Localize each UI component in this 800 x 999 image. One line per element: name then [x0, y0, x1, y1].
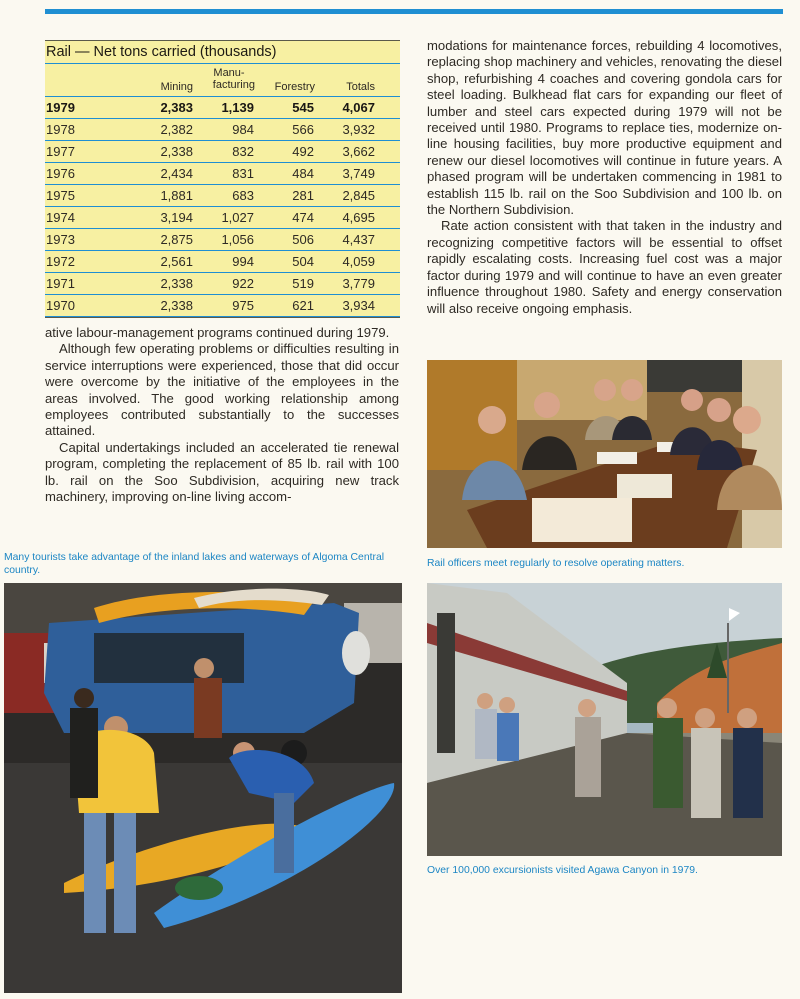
cell-year: 1976	[46, 166, 75, 181]
cell-mining: 2,338	[160, 144, 193, 159]
paragraph: modations for maintenance forces, rebuilding 4 locomotives, replacing shop machinery and vehicles, renovating the diesel shop, refurbishing 4 coaches and covering gondola cars for steel loading. Bulkhead flat cars for expanding our fleet of lumber and steel cars expected during 1979 will not be received until 1980. Programs to replace ties, modernize on-line housing facilities, buy more productive equipment and renew our diesel locomotives will continue in future years. A phased program will be undertaken commencing in 1981 to establish 115 lb. rail on the Soo Subdivision and 100 lb. on the Northern Subdivision.	[427, 38, 782, 218]
cell-forestry: 474	[292, 210, 314, 225]
paragraph: ative labour-management programs continued during 1979.	[45, 325, 390, 340]
header-mining: Mining	[160, 81, 193, 93]
top-rule	[45, 9, 783, 14]
cell-forestry: 492	[292, 144, 314, 159]
cell-forestry: 545	[292, 100, 314, 115]
excursionists-caption: Over 100,000 excursionists visited Agawa Canyon in 1979.	[427, 865, 698, 876]
left-column-text	[45, 325, 399, 505]
cell-totals: 3,749	[342, 166, 375, 181]
cell-forestry: 566	[292, 122, 314, 137]
tourists-caption: Many tourists take advantage of the inland lakes and waterways of Algoma Central country.	[4, 552, 385, 576]
header-forestry: Forestry	[274, 81, 315, 93]
right-column-text	[427, 38, 782, 317]
cell-manufacturing: 984	[232, 122, 254, 137]
cell-manufacturing: 975	[232, 298, 254, 313]
cell-mining: 2,338	[160, 276, 193, 291]
cell-year: 1977	[46, 144, 75, 159]
cell-totals: 4,059	[342, 254, 375, 269]
cell-year: 1974	[46, 210, 75, 225]
table-row	[45, 97, 400, 119]
cell-manufacturing: 1,139	[221, 100, 254, 115]
train-illustration	[427, 583, 782, 856]
cell-year: 1971	[46, 276, 75, 291]
agawa-canyon-train-photo	[427, 583, 782, 856]
cell-manufacturing: 922	[232, 276, 254, 291]
cell-year: 1972	[46, 254, 75, 269]
table-row	[45, 163, 400, 185]
rail-tonnage-table	[45, 40, 400, 318]
cell-manufacturing: 1,027	[221, 210, 254, 225]
cell-manufacturing: 831	[232, 166, 254, 181]
cell-mining: 2,561	[160, 254, 193, 269]
tourists-illustration	[4, 583, 402, 993]
cell-year: 1975	[46, 188, 75, 203]
cell-forestry: 506	[292, 232, 314, 247]
meeting-caption: Rail officers meet regularly to resolve operating matters.	[427, 558, 685, 569]
cell-year: 1978	[46, 122, 75, 137]
cell-forestry: 519	[292, 276, 314, 291]
table-row	[45, 229, 400, 251]
table-row	[45, 295, 400, 317]
cell-mining: 2,434	[160, 166, 193, 181]
table-title: Rail — Net tons carried (thousands)	[45, 41, 400, 64]
cell-forestry: 621	[292, 298, 314, 313]
cell-year: 1973	[46, 232, 75, 247]
header-manu-line1: Manu-	[213, 67, 245, 79]
table-bottom-line	[45, 317, 400, 318]
cell-forestry: 484	[292, 166, 314, 181]
cell-totals: 3,934	[342, 298, 375, 313]
table-row	[45, 185, 400, 207]
table-row	[45, 141, 400, 163]
cell-mining: 2,338	[160, 298, 193, 313]
cell-manufacturing: 683	[232, 188, 254, 203]
cell-forestry: 504	[292, 254, 314, 269]
cell-manufacturing: 994	[232, 254, 254, 269]
cell-totals: 3,779	[342, 276, 375, 291]
cell-year: 1970	[46, 298, 75, 313]
cell-totals: 4,067	[342, 100, 375, 115]
table-row	[45, 251, 400, 273]
cell-manufacturing: 832	[232, 144, 254, 159]
table-row	[45, 273, 400, 295]
cell-totals: 3,662	[342, 144, 375, 159]
cell-forestry: 281	[292, 188, 314, 203]
cell-totals: 4,437	[342, 232, 375, 247]
table-header-row	[45, 64, 400, 97]
paragraph: Capital undertakings included an accelerated tie renewal program, completing the replacement of 85 lb. rail with 100 lb. rail on the Soo Subdivision, acquiring new track machinery, improving on-line living accom-	[45, 439, 399, 505]
cell-mining: 2,875	[160, 232, 193, 247]
header-manu-line2: facturing	[212, 79, 255, 91]
cell-totals: 4,695	[342, 210, 375, 225]
paragraph: Although few operating problems or difficulties resulting in service interruptions were experienced, those that did occur were overcome by the initiative of the employees in the areas involved. The good working relationship among employees contributed substantially to the successes attained.	[45, 341, 399, 439]
cell-mining: 1,881	[160, 188, 193, 203]
table-row	[45, 207, 400, 229]
cell-mining: 2,382	[160, 122, 193, 137]
paragraph: Rate action consistent with that taken in the industry and recognizing competitive factors will be essential to offset rapidly escalating costs. Increasing fuel cost was a major factor during 1979 and will continue to have an even greater influence throughout 1980. Safety and energy conservation will also receive ongoing emphasis.	[427, 218, 782, 316]
rail-officers-meeting-photo	[427, 360, 782, 548]
cell-manufacturing: 1,056	[221, 232, 254, 247]
header-totals: Totals	[346, 81, 375, 93]
tourists-canoes-photo	[4, 583, 402, 993]
cell-mining: 2,383	[160, 100, 193, 115]
cell-totals: 2,845	[342, 188, 375, 203]
cell-year: 1979	[46, 100, 75, 115]
meeting-illustration	[427, 360, 782, 548]
cell-mining: 3,194	[160, 210, 193, 225]
table-row	[45, 119, 400, 141]
cell-totals: 3,932	[342, 122, 375, 137]
